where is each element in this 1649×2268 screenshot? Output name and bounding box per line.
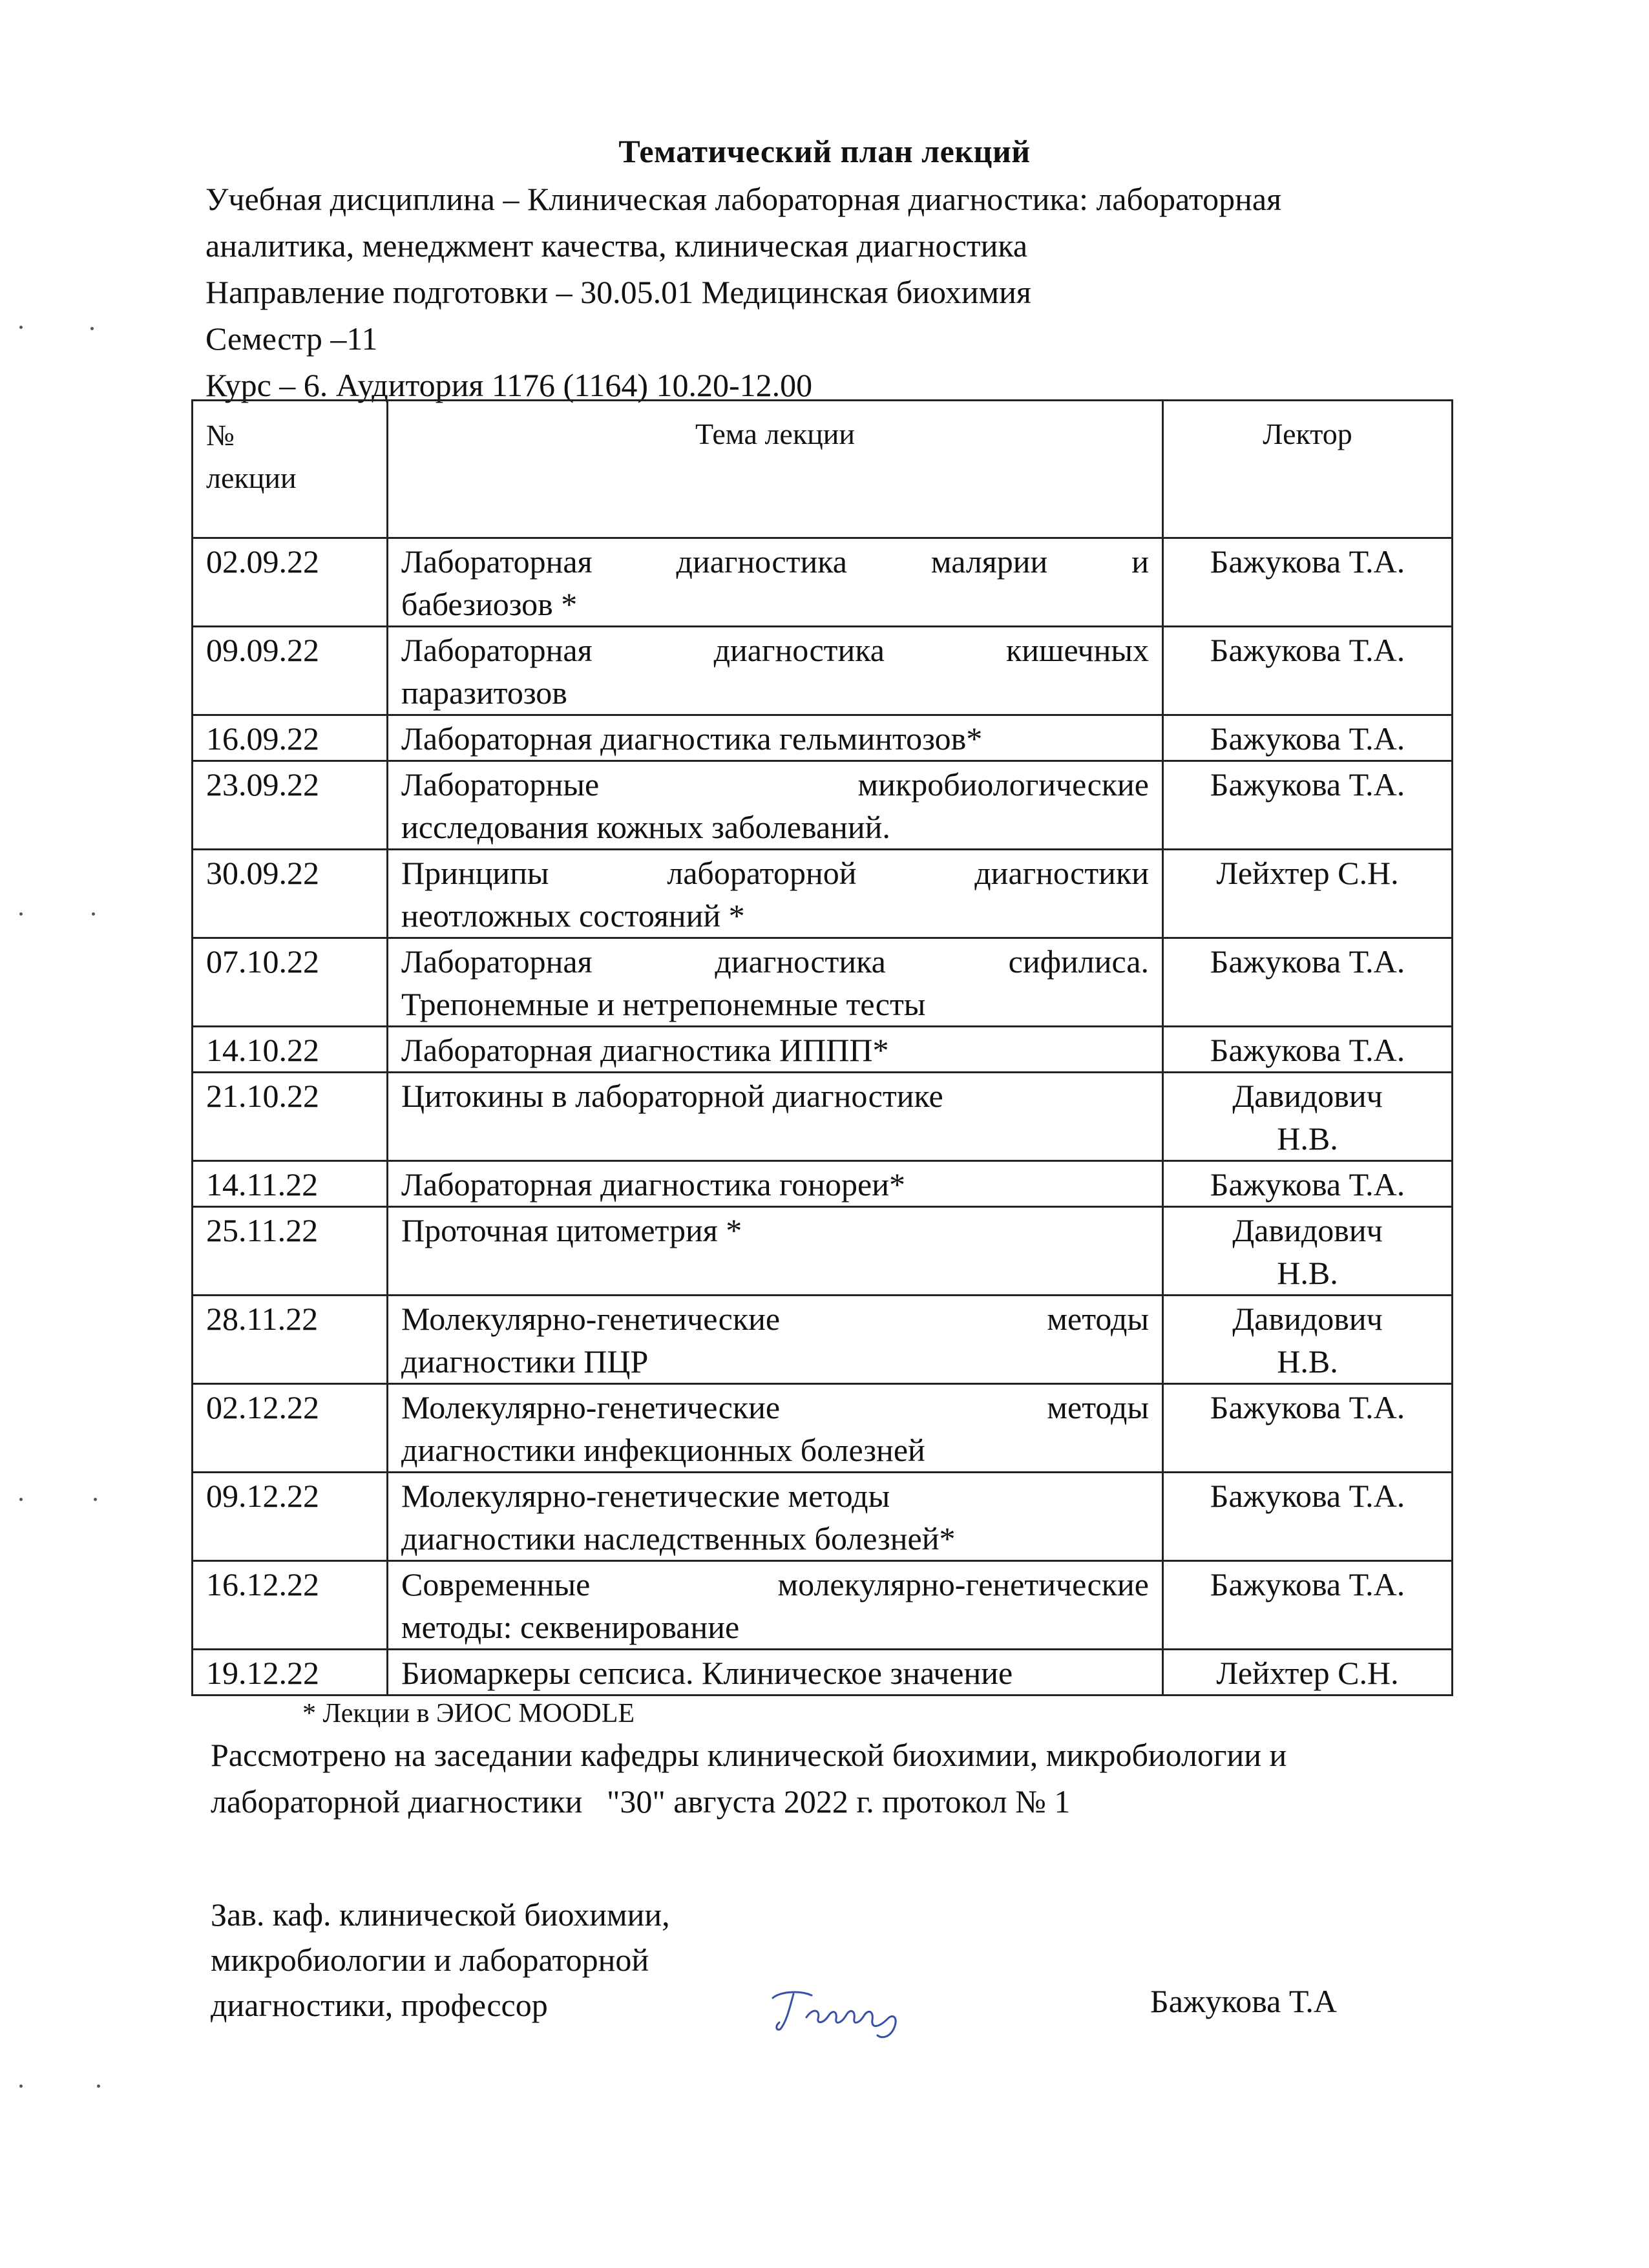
lecture-topic (388, 1650, 1163, 1696)
lecturer-name (1163, 1650, 1453, 1696)
lecturer-name (1163, 850, 1453, 938)
discipline-line-1: Учебная дисциплина – Клиническая лабораторная диагностика: лабораторная (205, 181, 1282, 217)
lecture-topic-line: Цитокины в лабораторной диагностике (401, 1078, 943, 1114)
lecture-topic-line: Лабораторная диагностика кишечных (401, 632, 1149, 668)
lecture-topic (388, 1473, 1163, 1561)
lecturer-name-line: Бажукова Т.А. (1210, 632, 1405, 668)
lecture-topic-line: Лабораторные микробиологические (401, 766, 1149, 803)
scan-speck (19, 912, 23, 916)
scan-speck (19, 1498, 23, 1501)
discipline-line-2: аналитика, менеджмент качества, клиническая диагностика (205, 227, 1028, 264)
lecture-topic (388, 1027, 1163, 1073)
lecture-topic (388, 761, 1163, 850)
lecturer-name-line: Бажукова Т.А. (1210, 766, 1405, 803)
lecture-date: 07.10.22 (193, 938, 388, 1027)
lecture-topic-line: Современные молекулярно-генетические (401, 1566, 1149, 1602)
lecture-date: 02.09.22 (193, 538, 388, 627)
table-row (193, 850, 1453, 938)
lecture-topic (388, 1296, 1163, 1384)
lecture-topic-line: методы: секвенирование (401, 1609, 740, 1645)
table-row (193, 1561, 1453, 1650)
lecturer-name (1163, 627, 1453, 715)
lecturer-name-line: Давидович (1232, 1078, 1383, 1114)
lecturer-name (1163, 1561, 1453, 1650)
lecture-topic-line: Молекулярно-генетические методы (401, 1478, 890, 1514)
lecture-date: 02.12.22 (193, 1384, 388, 1473)
table-row (193, 938, 1453, 1027)
lecturer-name (1163, 1161, 1453, 1207)
scan-speck (92, 912, 95, 916)
column-header-number-line1: № (206, 419, 235, 452)
approval-line-1: Рассмотрено на заседании кафедры клинической биохимии, микробиологии и (211, 1737, 1287, 1773)
lecturer-name-line: Н.В. (1277, 1343, 1338, 1380)
lecture-date: 19.12.22 (193, 1650, 388, 1696)
table-row (193, 1384, 1453, 1473)
table-row (193, 627, 1453, 715)
table-row (193, 1207, 1453, 1296)
scan-speck (97, 2084, 100, 2088)
table-row (193, 1073, 1453, 1161)
lecturer-name-line: Бажукова Т.А. (1210, 1166, 1405, 1202)
lecturer-name (1163, 538, 1453, 627)
lecturer-name (1163, 1473, 1453, 1561)
lecture-topic (388, 1207, 1163, 1296)
column-header-number (193, 401, 388, 538)
lecturer-name (1163, 1384, 1453, 1473)
lecture-date: 14.11.22 (193, 1161, 388, 1207)
table-header-row (193, 401, 1453, 538)
lecturer-name-line: Бажукова Т.А. (1210, 1566, 1405, 1602)
lecturer-name (1163, 1027, 1453, 1073)
lecture-date: 25.11.22 (193, 1207, 388, 1296)
lecture-topic-line: Лабораторная диагностика гельминтозов* (401, 720, 983, 757)
lecture-date: 23.09.22 (193, 761, 388, 850)
table-row (193, 1296, 1453, 1384)
lecturer-name-line: Н.В. (1277, 1255, 1338, 1291)
lecture-date: 14.10.22 (193, 1027, 388, 1073)
lecturer-name (1163, 1207, 1453, 1296)
lecturer-name (1163, 938, 1453, 1027)
lecture-topic (388, 1073, 1163, 1161)
lecture-topic-line: диагностики наследственных болезней* (401, 1520, 956, 1557)
lecturer-name-line: Бажукова Т.А. (1210, 543, 1405, 580)
lecture-topic-line: Молекулярно-генетические методы (401, 1301, 1149, 1337)
lecture-date: 21.10.22 (193, 1073, 388, 1161)
table-row (193, 715, 1453, 761)
lecturer-name (1163, 761, 1453, 850)
lecturer-name-line: Бажукова Т.А. (1210, 1032, 1405, 1068)
lecture-topic-line: Принципы лабораторной диагностики (401, 855, 1149, 891)
lecture-topic (388, 1561, 1163, 1650)
scan-speck (19, 326, 23, 329)
lecturer-name (1163, 715, 1453, 761)
footnote: * Лекции в ЭИОС MOODLE (302, 1699, 635, 1728)
lecturer-name-line: Лейхтер С.Н. (1216, 1655, 1399, 1691)
scan-speck (90, 327, 94, 330)
signatory-name: Бажукова Т.А (1150, 1983, 1337, 2019)
lecturer-name (1163, 1073, 1453, 1161)
lecture-topic-line: исследования кожных заболеваний. (401, 809, 890, 845)
lecture-topic-line: Проточная цитометрия * (401, 1212, 742, 1248)
table-row (193, 1161, 1453, 1207)
lecture-topic-line: неотложных состояний * (401, 898, 745, 934)
document-title: Тематический план лекций (618, 133, 1031, 169)
signatory-line-3: диагностики, профессор (211, 1987, 548, 2023)
lecture-topic-line: Лабораторная диагностика ИППП* (401, 1032, 889, 1068)
table-row (193, 1027, 1453, 1073)
lecture-topic-line: Биомаркеры сепсиса. Клиническое значение (401, 1655, 1013, 1691)
lecture-date: 09.09.22 (193, 627, 388, 715)
lecture-topic (388, 538, 1163, 627)
table-row (193, 1473, 1453, 1561)
signatory-line-1: Зав. каф. клинической биохимии, (211, 1896, 670, 1933)
lecture-date: 16.09.22 (193, 715, 388, 761)
scan-speck (94, 1498, 97, 1501)
course-line: Курс – 6. Аудитория 1176 (1164) 10.20-12.00 (205, 367, 813, 403)
column-header-topic: Тема лекции (388, 401, 1163, 538)
column-header-lecturer: Лектор (1163, 401, 1453, 538)
lecture-topic (388, 850, 1163, 938)
lecturer-name-line: Бажукова Т.А. (1210, 943, 1405, 980)
lecture-topic-line: Лабораторная диагностика малярии и (401, 543, 1149, 580)
scan-speck (19, 2084, 23, 2088)
lecture-topic-line: диагностики ПЦР (401, 1343, 649, 1380)
column-header-number-line2: лекции (206, 461, 297, 494)
lecturer-name-line: Бажукова Т.А. (1210, 1389, 1405, 1425)
table-row (193, 538, 1453, 627)
document-header (205, 176, 1498, 408)
lecturer-name-line: Лейхтер С.Н. (1216, 855, 1399, 891)
handwritten-signature (761, 1972, 916, 2043)
lecture-schedule-table (191, 399, 1453, 1696)
lecturer-name-line: Давидович (1232, 1301, 1383, 1337)
lecture-topic (388, 627, 1163, 715)
lecture-topic-line: паразитозов (401, 675, 567, 711)
lecture-date: 30.09.22 (193, 850, 388, 938)
lecture-topic-line: диагностики инфекционных болезней (401, 1432, 925, 1468)
lecture-topic (388, 715, 1163, 761)
lecturer-name-line: Н.В. (1277, 1120, 1338, 1157)
lecture-topic (388, 1384, 1163, 1473)
lecturer-name-line: Бажукова Т.А. (1210, 720, 1405, 757)
lecturer-name-line: Бажукова Т.А. (1210, 1478, 1405, 1514)
lecture-date: 09.12.22 (193, 1473, 388, 1561)
lecture-date: 28.11.22 (193, 1296, 388, 1384)
signatory-line-2: микробиологии и лабораторной (211, 1942, 649, 1978)
lecture-topic (388, 1161, 1163, 1207)
signatory-title (211, 1892, 670, 2028)
lecturer-name-line: Давидович (1232, 1212, 1383, 1248)
lecture-topic-line: Лабораторная диагностика гонореи* (401, 1166, 905, 1202)
lecture-topic-line: Лабораторная диагностика сифилиса. (401, 943, 1149, 980)
approval-statement (211, 1732, 1503, 1825)
table-row (193, 761, 1453, 850)
table-row (193, 1650, 1453, 1696)
semester-line: Семестр –11 (205, 320, 378, 357)
lecture-topic-line: бабезиозов * (401, 586, 578, 622)
approval-line-2: лабораторной диагностики "30" августа 2022 г. протокол № 1 (211, 1783, 1071, 1820)
lecture-topic (388, 938, 1163, 1027)
lecture-date: 16.12.22 (193, 1561, 388, 1650)
direction-line: Направление подготовки – 30.05.01 Медицинская биохимия (205, 274, 1031, 310)
lecture-topic-line: Трепонемные и нетрепонемные тесты (401, 986, 926, 1022)
lecture-topic-line: Молекулярно-генетические методы (401, 1389, 1149, 1425)
lecturer-name (1163, 1296, 1453, 1384)
